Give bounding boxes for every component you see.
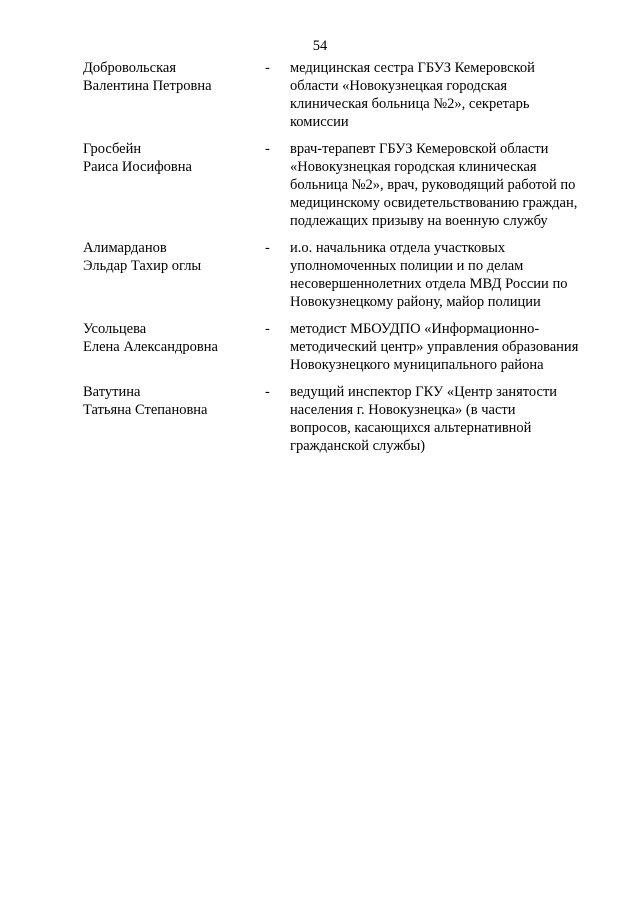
- member-entry-usoltseva: [83, 320, 603, 374]
- member-given-names: Валентина Петровна: [83, 78, 212, 94]
- member-role-line: комиссии: [290, 114, 349, 130]
- member-entry-grosbein: [83, 140, 603, 230]
- member-name: [83, 320, 265, 374]
- member-role-line: врач-терапевт ГБУЗ Кемеровской области: [290, 141, 549, 157]
- member-dash: -: [265, 141, 270, 157]
- member-dash: -: [265, 240, 270, 256]
- member-role: [290, 140, 604, 230]
- member-role-line: ведущий инспектор ГКУ «Центр занятости: [290, 384, 558, 400]
- member-role-line: области «Новокузнецкая городская: [290, 78, 508, 94]
- member-role-line: гражданской службы): [290, 438, 426, 454]
- commission-members-list: [83, 59, 603, 464]
- member-surname: Гросбейн: [83, 141, 142, 157]
- member-role-line: и.о. начальника отдела участковых: [290, 240, 506, 256]
- member-name: [83, 140, 265, 230]
- member-role-line: медицинскому освидетельствованию граждан,: [290, 195, 578, 211]
- member-role-line: несовершеннолетних отдела МВД России по: [290, 276, 568, 292]
- member-role-line: подлежащих призыву на военную службу: [290, 213, 548, 229]
- member-given-names: Елена Александровна: [83, 339, 218, 355]
- member-entry-alimardanov: [83, 239, 603, 311]
- member-surname: Добровольская: [83, 60, 177, 76]
- member-role-line: вопросов, касающихся альтернативной: [290, 420, 532, 436]
- member-name: [83, 239, 265, 311]
- member-surname: Усольцева: [83, 321, 147, 337]
- member-role: [290, 239, 604, 311]
- member-dash: -: [265, 321, 270, 337]
- member-role-line: Новокузнецкому району, майор полиции: [290, 294, 541, 310]
- member-surname: Алимарданов: [83, 240, 167, 256]
- member-role: [290, 59, 604, 131]
- member-dash: -: [265, 60, 270, 76]
- member-role-line: «Новокузнецкая городская клиническая: [290, 159, 537, 175]
- member-name: [83, 383, 265, 455]
- member-given-names: Эльдар Тахир оглы: [83, 258, 202, 274]
- member-role-line: уполномоченных полиции и по делам: [290, 258, 524, 274]
- member-surname: Ватутина: [83, 384, 141, 400]
- member-entry-vatutina: [83, 383, 603, 455]
- member-role-line: больница №2», врач, руководящий работой по: [290, 177, 576, 193]
- member-name: [83, 59, 265, 131]
- member-role-line: клиническая больница №2», секретарь: [290, 96, 530, 112]
- member-dash: -: [265, 384, 270, 400]
- member-given-names: Татьяна Степановна: [83, 402, 208, 418]
- member-role-line: методист МБОУДПО «Информационно-: [290, 321, 540, 337]
- member-role-line: Новокузнецкого муниципального района: [290, 357, 544, 373]
- member-role-line: методический центр» управления образования: [290, 339, 579, 355]
- member-given-names: Раиса Иосифовна: [83, 159, 192, 175]
- member-role: [290, 383, 604, 455]
- page-number: 54: [312, 38, 328, 54]
- member-entry-dobrovolskaya: [83, 59, 603, 131]
- member-role: [290, 320, 604, 374]
- member-role-line: медицинская сестра ГБУЗ Кемеровской: [290, 60, 535, 76]
- member-role-line: населения г. Новокузнецка» (в части: [290, 402, 516, 418]
